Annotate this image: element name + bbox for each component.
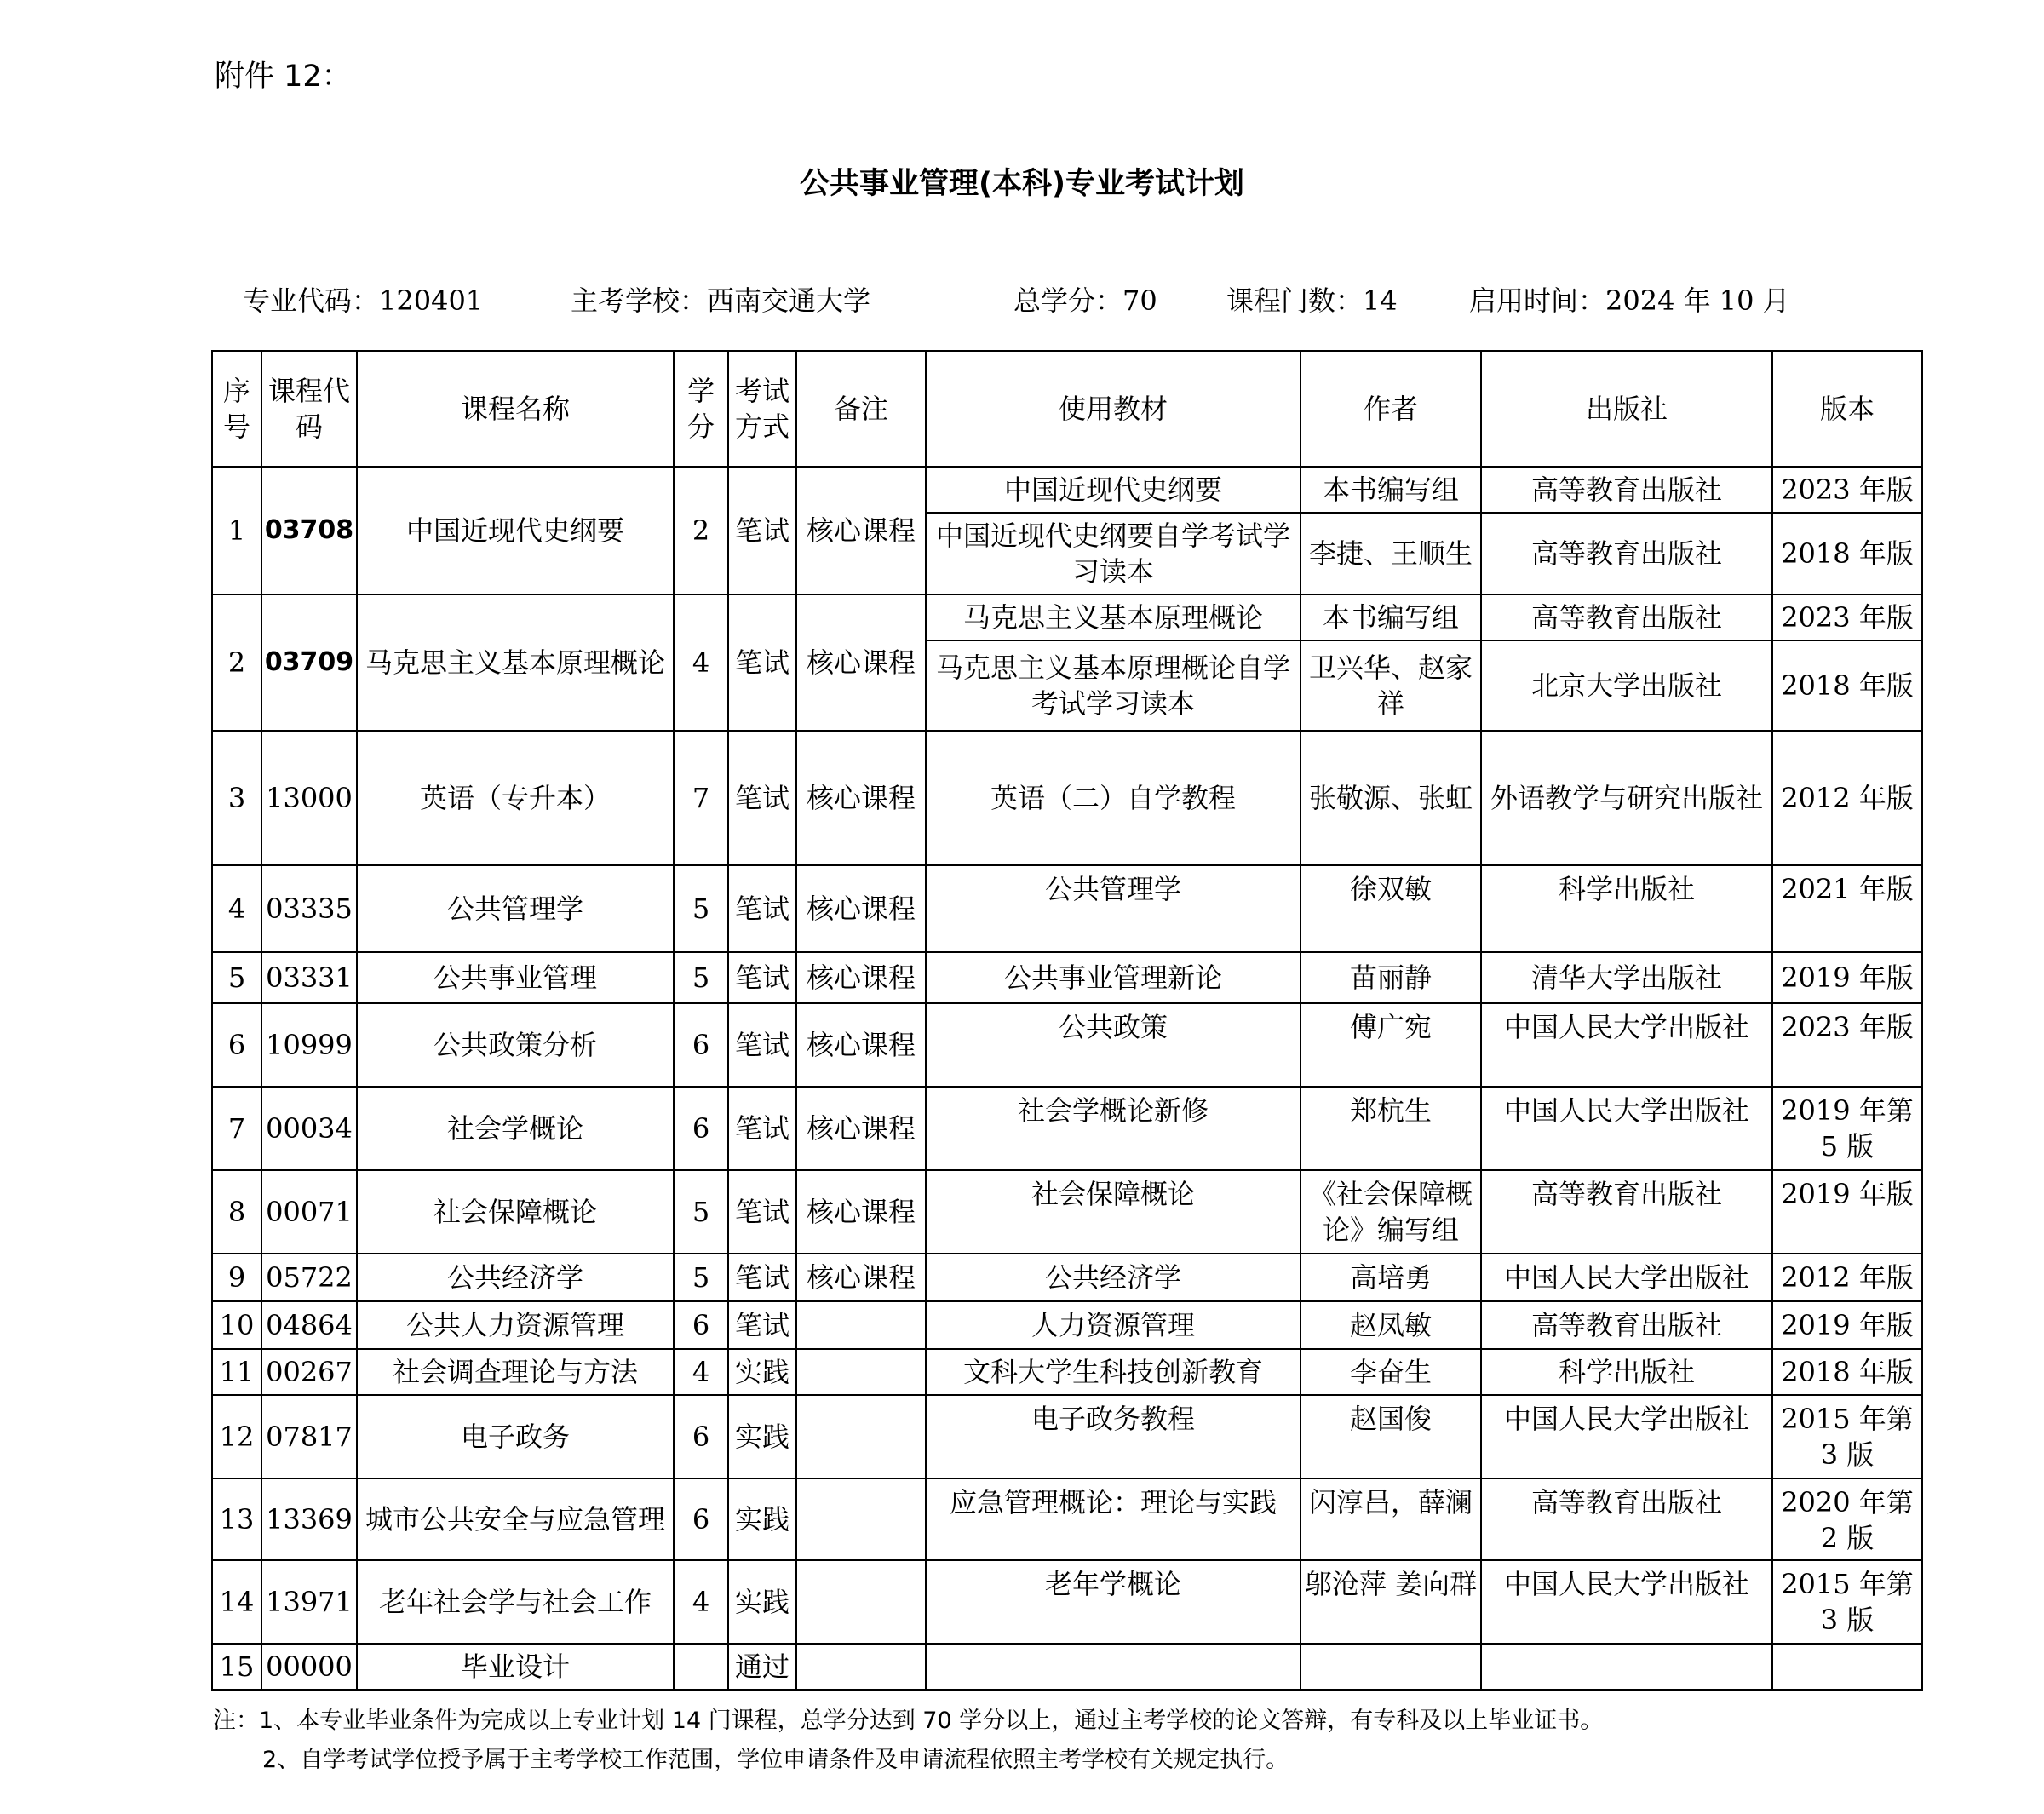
- course-code: 00267: [261, 1349, 357, 1395]
- course-code: 03331: [261, 952, 357, 1003]
- book-author: 赵凤敏: [1300, 1301, 1481, 1349]
- course-name: 社会保障概论: [357, 1170, 674, 1254]
- course-name: 公共人力资源管理: [357, 1301, 674, 1349]
- course-no: 14: [212, 1560, 261, 1644]
- course-exam: 笔试: [728, 865, 796, 952]
- book-edition: 2019 年版: [1772, 1170, 1922, 1254]
- book-author: [1300, 1644, 1481, 1690]
- course-note: [796, 1644, 926, 1690]
- course-note: [796, 1349, 926, 1395]
- book-publisher: [1481, 1644, 1772, 1690]
- book-title: 应急管理概论：理论与实践: [926, 1478, 1300, 1560]
- course-exam: 笔试: [728, 594, 796, 731]
- book-author: 本书编写组: [1300, 467, 1481, 513]
- book-author: 李奋生: [1300, 1349, 1481, 1395]
- book-edition: 2012 年版: [1772, 731, 1922, 865]
- course-exam: 实践: [728, 1349, 796, 1395]
- course-note: 核心课程: [796, 731, 926, 865]
- course-code: 05722: [261, 1254, 357, 1301]
- book-title: [926, 1644, 1300, 1690]
- book-edition: 2019 年版: [1772, 952, 1922, 1003]
- book-publisher: 北京大学出版社: [1481, 640, 1772, 731]
- book-author: 赵国俊: [1300, 1395, 1481, 1478]
- book-edition: 2023 年版: [1772, 594, 1922, 640]
- book-title: 公共政策: [926, 1003, 1300, 1087]
- course-exam: 实践: [728, 1560, 796, 1644]
- total-credits: 总学分：70: [1013, 284, 1157, 317]
- course-exam: 通过: [728, 1644, 796, 1690]
- course-exam: 笔试: [728, 1003, 796, 1087]
- course-name: 马克思主义基本原理概论: [357, 594, 674, 731]
- course-note: 核心课程: [796, 1087, 926, 1170]
- header-no: 序号: [212, 351, 261, 467]
- book-edition: 2018 年版: [1772, 1349, 1922, 1395]
- header-code: 课程代码: [261, 351, 357, 467]
- book-publisher: 中国人民大学出版社: [1481, 1003, 1772, 1087]
- course-name: 公共政策分析: [357, 1003, 674, 1087]
- book-publisher: 高等教育出版社: [1481, 513, 1772, 594]
- table-row: [212, 594, 1922, 640]
- book-publisher: 高等教育出版社: [1481, 1301, 1772, 1349]
- header-book: 使用教材: [926, 351, 1300, 467]
- course-exam: 实践: [728, 1395, 796, 1478]
- book-publisher: 外语教学与研究出版社: [1481, 731, 1772, 865]
- course-name: 公共经济学: [357, 1254, 674, 1301]
- book-publisher: 高等教育出版社: [1481, 1478, 1772, 1560]
- table-row: [212, 1395, 1922, 1478]
- course-code: 00071: [261, 1170, 357, 1254]
- table-row: [212, 865, 1922, 952]
- book-publisher: 科学出版社: [1481, 1349, 1772, 1395]
- course-code: 04864: [261, 1301, 357, 1349]
- course-name: 社会调查理论与方法: [357, 1349, 674, 1395]
- course-name: 老年社会学与社会工作: [357, 1560, 674, 1644]
- book-publisher: 科学出版社: [1481, 865, 1772, 952]
- course-no: 10: [212, 1301, 261, 1349]
- course-exam: 笔试: [728, 952, 796, 1003]
- course-code: 03709: [261, 594, 357, 731]
- book-title: 中国近现代史纲要: [926, 467, 1300, 513]
- course-note: 核心课程: [796, 1254, 926, 1301]
- book-title: 人力资源管理: [926, 1301, 1300, 1349]
- course-credit: 6: [674, 1087, 728, 1170]
- header-credit: 学分: [674, 351, 728, 467]
- course-note: [796, 1560, 926, 1644]
- course-credit: [674, 1644, 728, 1690]
- note-line-1: 注：1、本专业毕业条件为完成以上专业计划 14 门课程，总学分达到 70 学分以上，通过主考学校的论文答辩，有专科及以上毕业证书。: [213, 1708, 1604, 1734]
- course-no: 13: [212, 1478, 261, 1560]
- book-author: 闪淳昌，薛澜: [1300, 1478, 1481, 1560]
- course-code: 10999: [261, 1003, 357, 1087]
- book-title: 公共管理学: [926, 865, 1300, 952]
- course-note: 核心课程: [796, 1170, 926, 1254]
- book-edition: 2015 年第 3 版: [1772, 1395, 1922, 1478]
- exam-plan-table: [211, 350, 1923, 1691]
- book-publisher: 中国人民大学出版社: [1481, 1087, 1772, 1170]
- book-publisher: 中国人民大学出版社: [1481, 1254, 1772, 1301]
- exam-school: 主考学校：西南交通大学: [571, 284, 871, 317]
- course-exam: 笔试: [728, 1301, 796, 1349]
- course-no: 5: [212, 952, 261, 1003]
- course-code: 13000: [261, 731, 357, 865]
- course-count: 课程门数：14: [1226, 284, 1398, 317]
- course-no: 6: [212, 1003, 261, 1087]
- book-title: 老年学概论: [926, 1560, 1300, 1644]
- course-credit: 2: [674, 467, 728, 594]
- book-edition: 2018 年版: [1772, 640, 1922, 731]
- header-author: 作者: [1300, 351, 1481, 467]
- book-publisher: 清华大学出版社: [1481, 952, 1772, 1003]
- course-code: 07817: [261, 1395, 357, 1478]
- course-note: 核心课程: [796, 594, 926, 731]
- book-author: 卫兴华、赵家祥: [1300, 640, 1481, 731]
- book-title: 公共经济学: [926, 1254, 1300, 1301]
- course-note: [796, 1478, 926, 1560]
- course-note: 核心课程: [796, 952, 926, 1003]
- page-title: 公共事业管理(本科)专业考试计划: [800, 167, 1244, 201]
- course-credit: 6: [674, 1395, 728, 1478]
- course-exam: 实践: [728, 1478, 796, 1560]
- course-no: 4: [212, 865, 261, 952]
- book-publisher: 中国人民大学出版社: [1481, 1560, 1772, 1644]
- book-author: 高培勇: [1300, 1254, 1481, 1301]
- course-exam: 笔试: [728, 1254, 796, 1301]
- book-edition: 2023 年版: [1772, 1003, 1922, 1087]
- course-note: [796, 1395, 926, 1478]
- book-publisher: 高等教育出版社: [1481, 594, 1772, 640]
- book-edition: 2018 年版: [1772, 513, 1922, 594]
- book-title: 公共事业管理新论: [926, 952, 1300, 1003]
- table-row: [212, 731, 1922, 865]
- book-author: 傅广宛: [1300, 1003, 1481, 1087]
- course-credit: 4: [674, 1349, 728, 1395]
- table-row: [212, 1254, 1922, 1301]
- book-author: 邬沧萍 姜向群: [1300, 1560, 1481, 1644]
- book-edition: 2019 年版: [1772, 1301, 1922, 1349]
- course-credit: 4: [674, 594, 728, 731]
- course-note: 核心课程: [796, 865, 926, 952]
- book-author: 本书编写组: [1300, 594, 1481, 640]
- course-name: 毕业设计: [357, 1644, 674, 1690]
- book-publisher: 中国人民大学出版社: [1481, 1395, 1772, 1478]
- header-publisher: 出版社: [1481, 351, 1772, 467]
- course-no: 11: [212, 1349, 261, 1395]
- table-row: [212, 1560, 1922, 1644]
- book-edition: 2019 年第 5 版: [1772, 1087, 1922, 1170]
- book-author: 徐双敏: [1300, 865, 1481, 952]
- course-no: 7: [212, 1087, 261, 1170]
- book-publisher: 高等教育出版社: [1481, 1170, 1772, 1254]
- course-code: 00034: [261, 1087, 357, 1170]
- course-no: 12: [212, 1395, 261, 1478]
- book-edition: [1772, 1644, 1922, 1690]
- attachment-label: 附件 12：: [215, 60, 352, 94]
- table-row: [212, 1003, 1922, 1087]
- table-row: [212, 1478, 1922, 1560]
- course-note: 核心课程: [796, 1003, 926, 1087]
- course-name: 社会学概论: [357, 1087, 674, 1170]
- course-name: 公共事业管理: [357, 952, 674, 1003]
- book-author: 张敬源、张虹: [1300, 731, 1481, 865]
- header-edition: 版本: [1772, 351, 1922, 467]
- table-header-row: [212, 351, 1922, 467]
- book-title: 社会保障概论: [926, 1170, 1300, 1254]
- book-author: 苗丽静: [1300, 952, 1481, 1003]
- course-no: 2: [212, 594, 261, 731]
- course-no: 9: [212, 1254, 261, 1301]
- course-no: 15: [212, 1644, 261, 1690]
- major-code: 专业代码：120401: [243, 284, 484, 317]
- course-credit: 5: [674, 1170, 728, 1254]
- course-code: 03335: [261, 865, 357, 952]
- book-edition: 2012 年版: [1772, 1254, 1922, 1301]
- course-name: 中国近现代史纲要: [357, 467, 674, 594]
- book-edition: 2020 年第 2 版: [1772, 1478, 1922, 1560]
- course-name: 电子政务: [357, 1395, 674, 1478]
- course-no: 1: [212, 467, 261, 594]
- book-edition: 2023 年版: [1772, 467, 1922, 513]
- table-row: [212, 952, 1922, 1003]
- course-note: [796, 1301, 926, 1349]
- course-note: 核心课程: [796, 467, 926, 594]
- course-no: 8: [212, 1170, 261, 1254]
- course-no: 3: [212, 731, 261, 865]
- book-title: 英语（二）自学教程: [926, 731, 1300, 865]
- book-title: 马克思主义基本原理概论自学考试学习读本: [926, 640, 1300, 731]
- course-credit: 6: [674, 1301, 728, 1349]
- book-edition: 2015 年第 3 版: [1772, 1560, 1922, 1644]
- book-author: 《社会保障概论》编写组: [1300, 1170, 1481, 1254]
- course-name: 城市公共安全与应急管理: [357, 1478, 674, 1560]
- book-title: 马克思主义基本原理概论: [926, 594, 1300, 640]
- header-note: 备注: [796, 351, 926, 467]
- header-name: 课程名称: [357, 351, 674, 467]
- course-exam: 笔试: [728, 467, 796, 594]
- start-time: 启用时间：2024 年 10 月: [1469, 284, 1790, 317]
- table-row: [212, 1087, 1922, 1170]
- table-row: [212, 1644, 1922, 1690]
- book-edition: 2021 年版: [1772, 865, 1922, 952]
- course-credit: 5: [674, 1254, 728, 1301]
- book-author: 李捷、王顺生: [1300, 513, 1481, 594]
- course-credit: 4: [674, 1560, 728, 1644]
- course-credit: 6: [674, 1478, 728, 1560]
- book-title: 中国近现代史纲要自学考试学习读本: [926, 513, 1300, 594]
- course-credit: 5: [674, 865, 728, 952]
- book-title: 社会学概论新修: [926, 1087, 1300, 1170]
- course-code: 13971: [261, 1560, 357, 1644]
- course-exam: 笔试: [728, 1170, 796, 1254]
- course-name: 公共管理学: [357, 865, 674, 952]
- course-code: 00000: [261, 1644, 357, 1690]
- table-row: [212, 1349, 1922, 1395]
- course-name: 英语（专升本）: [357, 731, 674, 865]
- book-author: 郑杭生: [1300, 1087, 1481, 1170]
- course-exam: 笔试: [728, 731, 796, 865]
- course-code: 03708: [261, 467, 357, 594]
- course-code: 13369: [261, 1478, 357, 1560]
- course-credit: 7: [674, 731, 728, 865]
- book-title: 文科大学生科技创新教育: [926, 1349, 1300, 1395]
- course-exam: 笔试: [728, 1087, 796, 1170]
- table-row: [212, 1170, 1922, 1254]
- course-credit: 5: [674, 952, 728, 1003]
- book-publisher: 高等教育出版社: [1481, 467, 1772, 513]
- table-row: [212, 467, 1922, 513]
- book-title: 电子政务教程: [926, 1395, 1300, 1478]
- course-credit: 6: [674, 1003, 728, 1087]
- table-row: [212, 1301, 1922, 1349]
- header-exam: 考试方式: [728, 351, 796, 467]
- note-line-2: 2、自学考试学位授予属于主考学校工作范围，学位申请条件及申请流程依照主考学校有关规定执行。: [262, 1747, 1289, 1773]
